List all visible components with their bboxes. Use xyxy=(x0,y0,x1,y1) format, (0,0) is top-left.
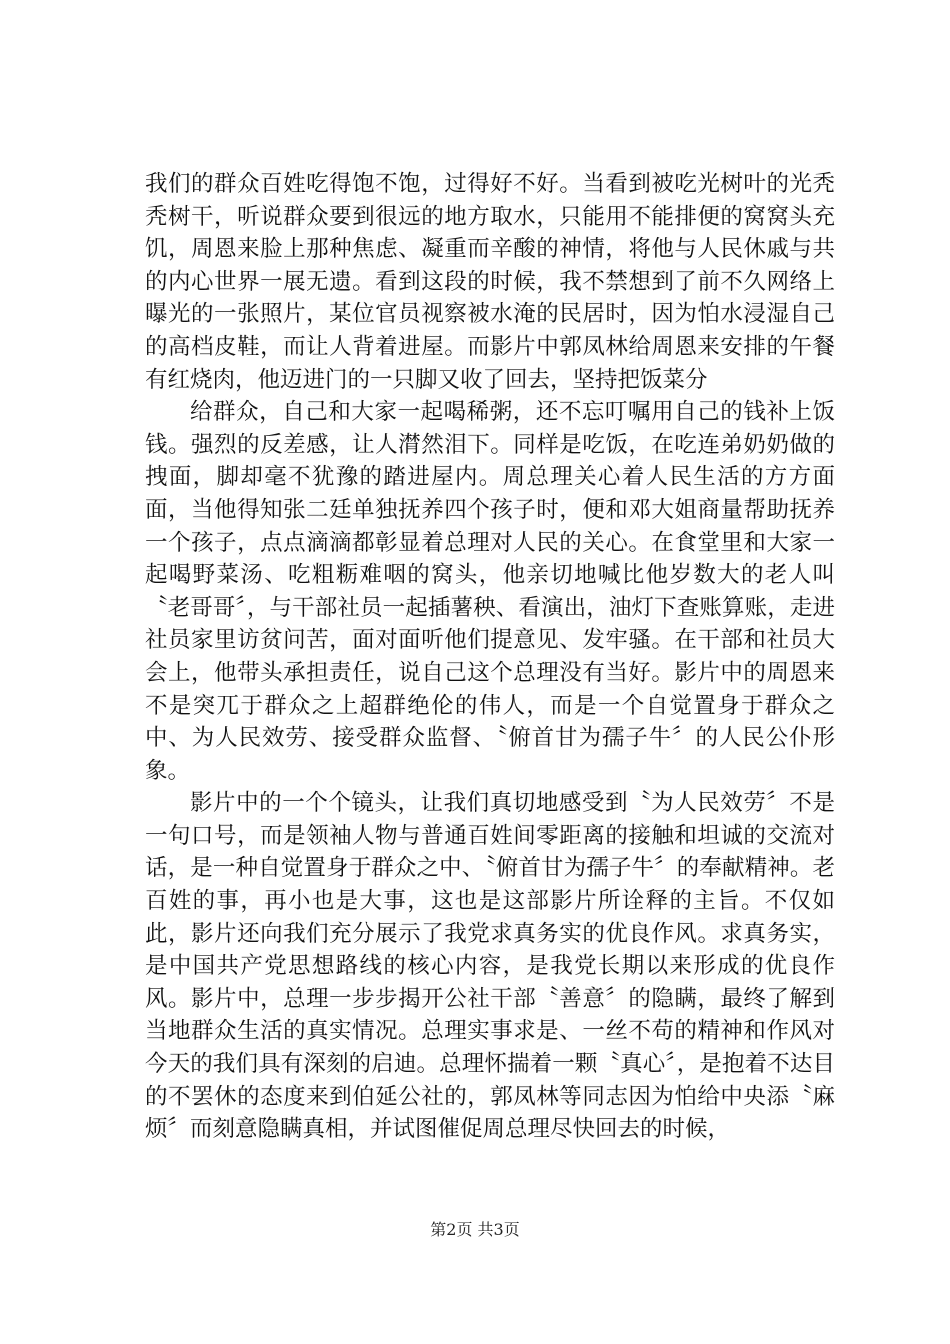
paragraph-2: 给群众，自己和大家一起喝稀粥，还不忘叮嘱用自己的钱补上饭钱。强烈的反差感，让人潸然泪下。同样是吃饭，在吃连弟奶奶做的拽面，脚却毫不犹豫的踏进屋内。周总理关心着人民生活的方方面面，当他得知张二廷单独抚养四个孩子时，便和邓大姐商量帮助抚养一个孩子，点点滴滴都彰显着总理对人民的关心。在食堂里和大家一起喝野菜汤、吃粗粝难咽的窝头，他亲切地喊比他岁数大的老人叫〝老哥哥〞，与干部社员一起插薯秧、看演出，油灯下查账算账，走进社员家里访贫问苦，面对面听他们提意见、发牢骚。在干部和社员大会上，他带头承担责任，说自己这个总理没有当好。影片中的周恩来不是突兀于群众之上超群绝伦的伟人，而是一个自觉置身于群众之中、为人民效劳、接受群众监督、〝俯首甘为孺子牛〞的人民公仆形象。 xyxy=(145,399,835,784)
document-body xyxy=(145,168,835,1146)
paragraph-1: 我们的群众百姓吃得饱不饱，过得好不好。当看到被吃光树叶的光秃秃树干，听说群众要到很远的地方取水，只能用不能排便的窝窝头充饥，周恩来脸上那种焦虑、凝重而辛酸的神情，将他与人民休戚与共的内心世界一展无遗。看到这段的时候，我不禁想到了前不久网络上曝光的一张照片，某位官员视察被水淹的民居时，因为怕水浸湿自己的高档皮鞋，而让人背着进屋。而影片中郭凤林给周恩来安排的午餐有红烧肉，他迈进门的一只脚又收了回去，坚持把饭菜分 xyxy=(145,171,835,393)
paragraph-3: 影片中的一个个镜头，让我们真切地感受到〝为人民效劳〞不是一句口号，而是领袖人物与普通百姓间零距离的接触和坦诚的交流对话，是一种自觉置身于群众之中、〝俯首甘为孺子牛〞的奉献精神。老百姓的事，再小也是大事，这也是这部影片所诠释的主旨。不仅如此，影片还向我们充分展示了我党求真务实的优良作风。求真务实，是中国共产党思想路线的核心内容，是我党长期以来形成的优良作风。影片中，总理一步步揭开公社干部〝善意〞的隐瞒，最终了解到当地群众生活的真实情况。总理实事求是、一丝不苟的精神和作风对今天的我们具有深刻的启迪。总理怀揣着一颗〝真心〞，是抱着不达目的不罢休的态度来到伯延公社的，郭凤林等同志因为怕给中央添〝麻烦〞而刻意隐瞒真相，并试图催促周总理尽快回去的时候， xyxy=(145,790,835,1143)
page-footer: 第2页 共3页 xyxy=(430,1220,520,1239)
